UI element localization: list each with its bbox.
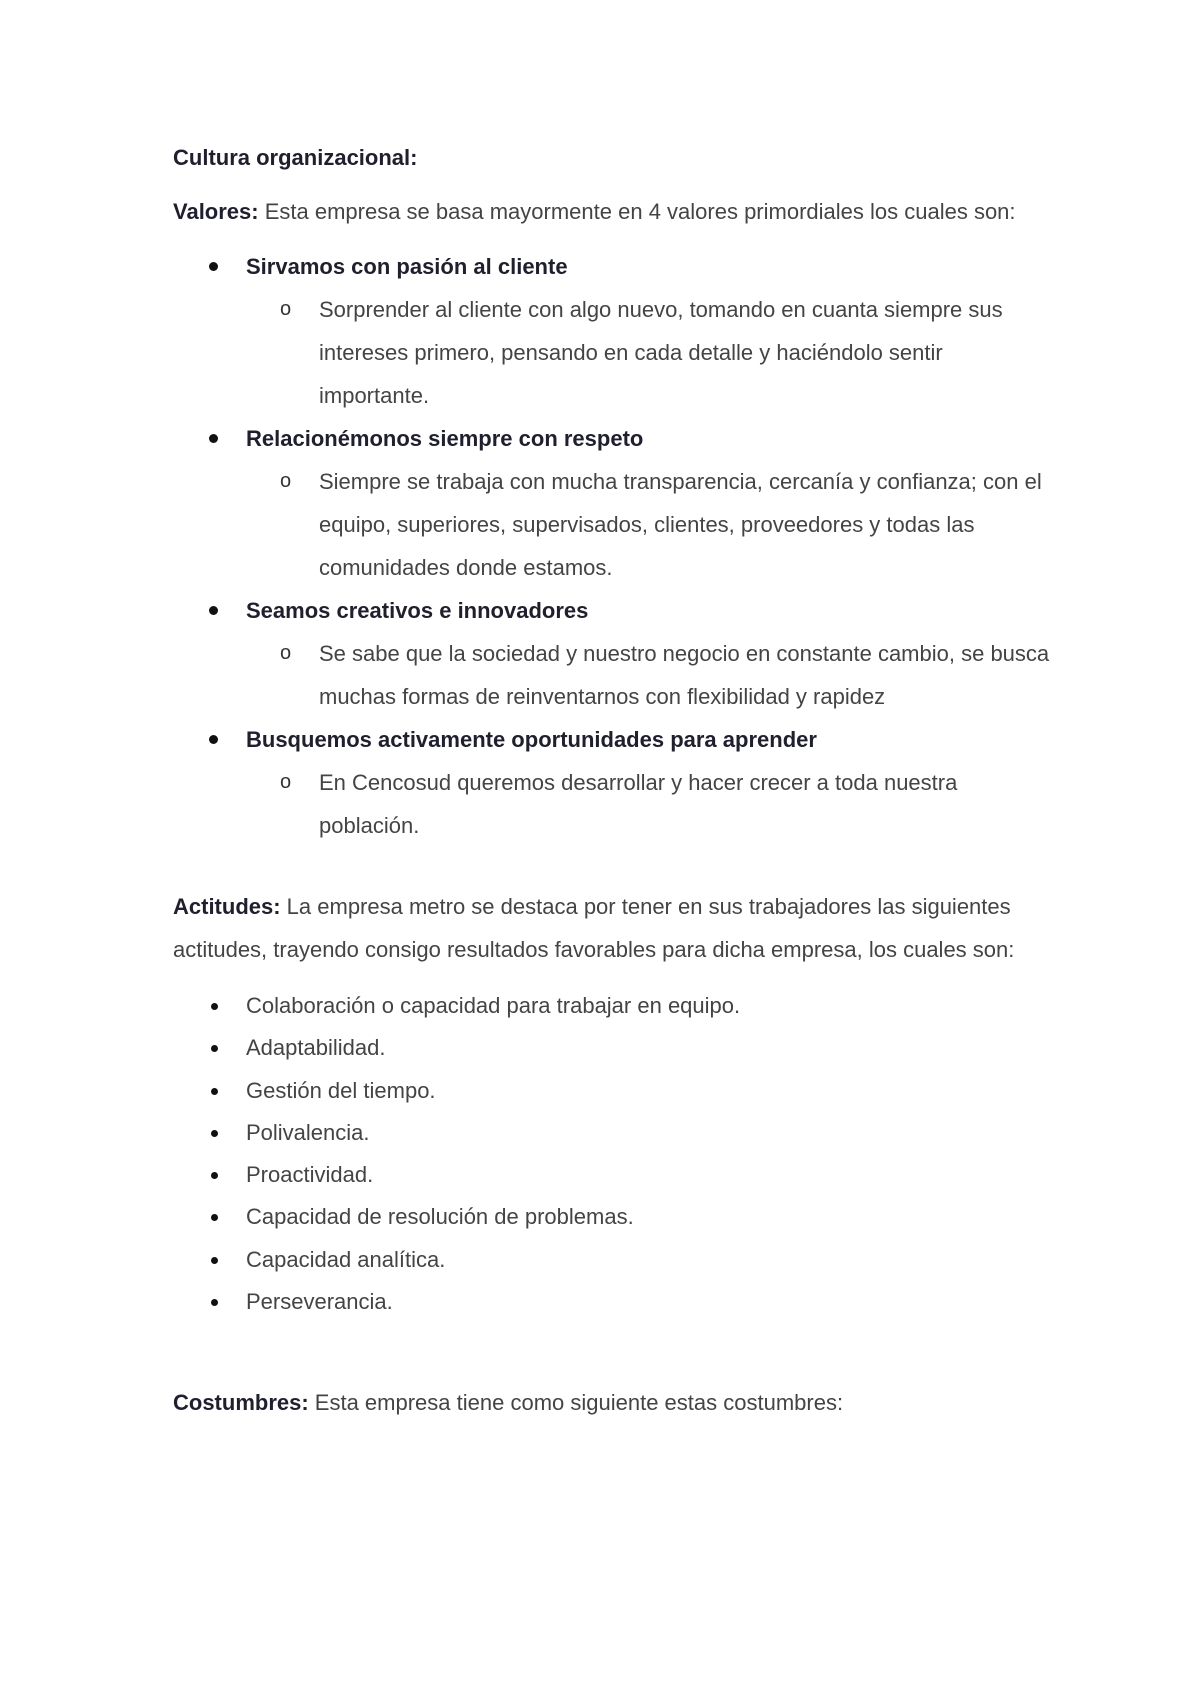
valor-detail: Siempre se trabaja con mucha transparencia, cercanía y confianza; con el equipo, superiores, supervisados, clientes, proveedores y todas las comunidades donde estamos. <box>319 469 1042 580</box>
bullet-icon <box>211 1172 218 1179</box>
actitudes-paragraph <box>173 885 1053 971</box>
valor-detail-item <box>246 288 1053 417</box>
actitud-text: Gestión del tiempo. <box>246 1077 436 1103</box>
actitud-text: Capacidad analítica. <box>246 1246 446 1272</box>
circle-bullet-icon: o <box>280 642 292 664</box>
actitud-item <box>173 985 1053 1027</box>
costumbres-label: Costumbres: <box>173 1390 309 1416</box>
valores-text: Esta empresa se basa mayormente en 4 valores primordiales los cuales son: <box>258 199 1016 224</box>
bullet-icon <box>209 434 218 443</box>
actitud-item <box>173 1196 1053 1238</box>
actitud-item <box>173 1027 1053 1069</box>
valor-detail: Sorprender al cliente con algo nuevo, tomando en cuanta siempre sus intereses primero, pensando en cada detalle y haciéndolo sentir importante. <box>319 297 1003 408</box>
actitud-item <box>173 1154 1053 1196</box>
valor-item <box>173 589 1053 718</box>
circle-bullet-icon: o <box>280 298 292 320</box>
costumbres-text: Esta empresa tiene como siguiente estas costumbres: <box>308 1390 844 1416</box>
bullet-icon <box>209 735 218 744</box>
costumbres-paragraph <box>173 1381 1053 1424</box>
actitud-text: Proactividad. <box>246 1162 374 1188</box>
bullet-icon <box>211 1130 218 1137</box>
actitud-item <box>173 1112 1053 1154</box>
bullet-icon <box>211 1299 218 1306</box>
bullet-icon <box>209 606 218 615</box>
actitud-text: Perseverancia. <box>246 1289 393 1315</box>
actitud-item <box>173 1281 1053 1323</box>
actitud-text: Colaboración o capacidad para trabajar en equipo. <box>246 993 741 1018</box>
valores-list <box>173 245 1053 847</box>
bullet-icon <box>211 1088 218 1095</box>
valor-detail-item <box>246 632 1053 718</box>
valores-label: Valores: <box>173 199 259 224</box>
valor-heading: Seamos creativos e innovadores <box>246 598 589 623</box>
actitud-item <box>173 1239 1053 1281</box>
valor-detail-item <box>246 761 1053 847</box>
document-body <box>173 143 1053 1424</box>
circle-bullet-icon: o <box>280 771 292 793</box>
valor-heading: Relacionémonos siempre con respeto <box>246 426 644 451</box>
bullet-icon <box>209 262 218 271</box>
valor-sublist <box>246 460 1053 589</box>
bullet-icon <box>211 1214 218 1221</box>
bullet-icon <box>211 1045 218 1052</box>
actitud-item <box>173 1070 1053 1112</box>
valor-heading: Busquemos activamente oportunidades para aprender <box>246 727 817 752</box>
actitudes-text: La empresa metro se destaca por tener en sus trabajadores las siguientes actitudes, trayendo consigo resultados favorables para dicha empresa, los cuales son: <box>173 894 1015 962</box>
actitudes-label: Actitudes: <box>173 894 281 919</box>
valor-detail: Se sabe que la sociedad y nuestro negocio en constante cambio, se busca muchas formas de reinventarnos con flexibilidad y rapidez <box>319 641 1050 709</box>
valores-paragraph <box>173 190 1053 233</box>
valor-item <box>173 245 1053 417</box>
actitud-text: Capacidad de resolución de problemas. <box>246 1204 634 1230</box>
valor-item <box>173 718 1053 847</box>
actitudes-list <box>173 985 1053 1323</box>
valor-item <box>173 417 1053 589</box>
bullet-icon <box>211 1257 218 1264</box>
document-title: Cultura organizacional: <box>173 145 418 170</box>
valor-sublist <box>246 761 1053 847</box>
valor-detail-item <box>246 460 1053 589</box>
bullet-icon <box>211 1003 218 1010</box>
valor-heading: Sirvamos con pasión al cliente <box>246 254 568 279</box>
circle-bullet-icon: o <box>280 470 292 492</box>
actitud-text: Adaptabilidad. <box>246 1035 386 1061</box>
valor-sublist <box>246 632 1053 718</box>
actitud-text: Polivalencia. <box>246 1119 370 1145</box>
valor-sublist <box>246 288 1053 417</box>
valor-detail: En Cencosud queremos desarrollar y hacer crecer a toda nuestra población. <box>319 770 958 838</box>
